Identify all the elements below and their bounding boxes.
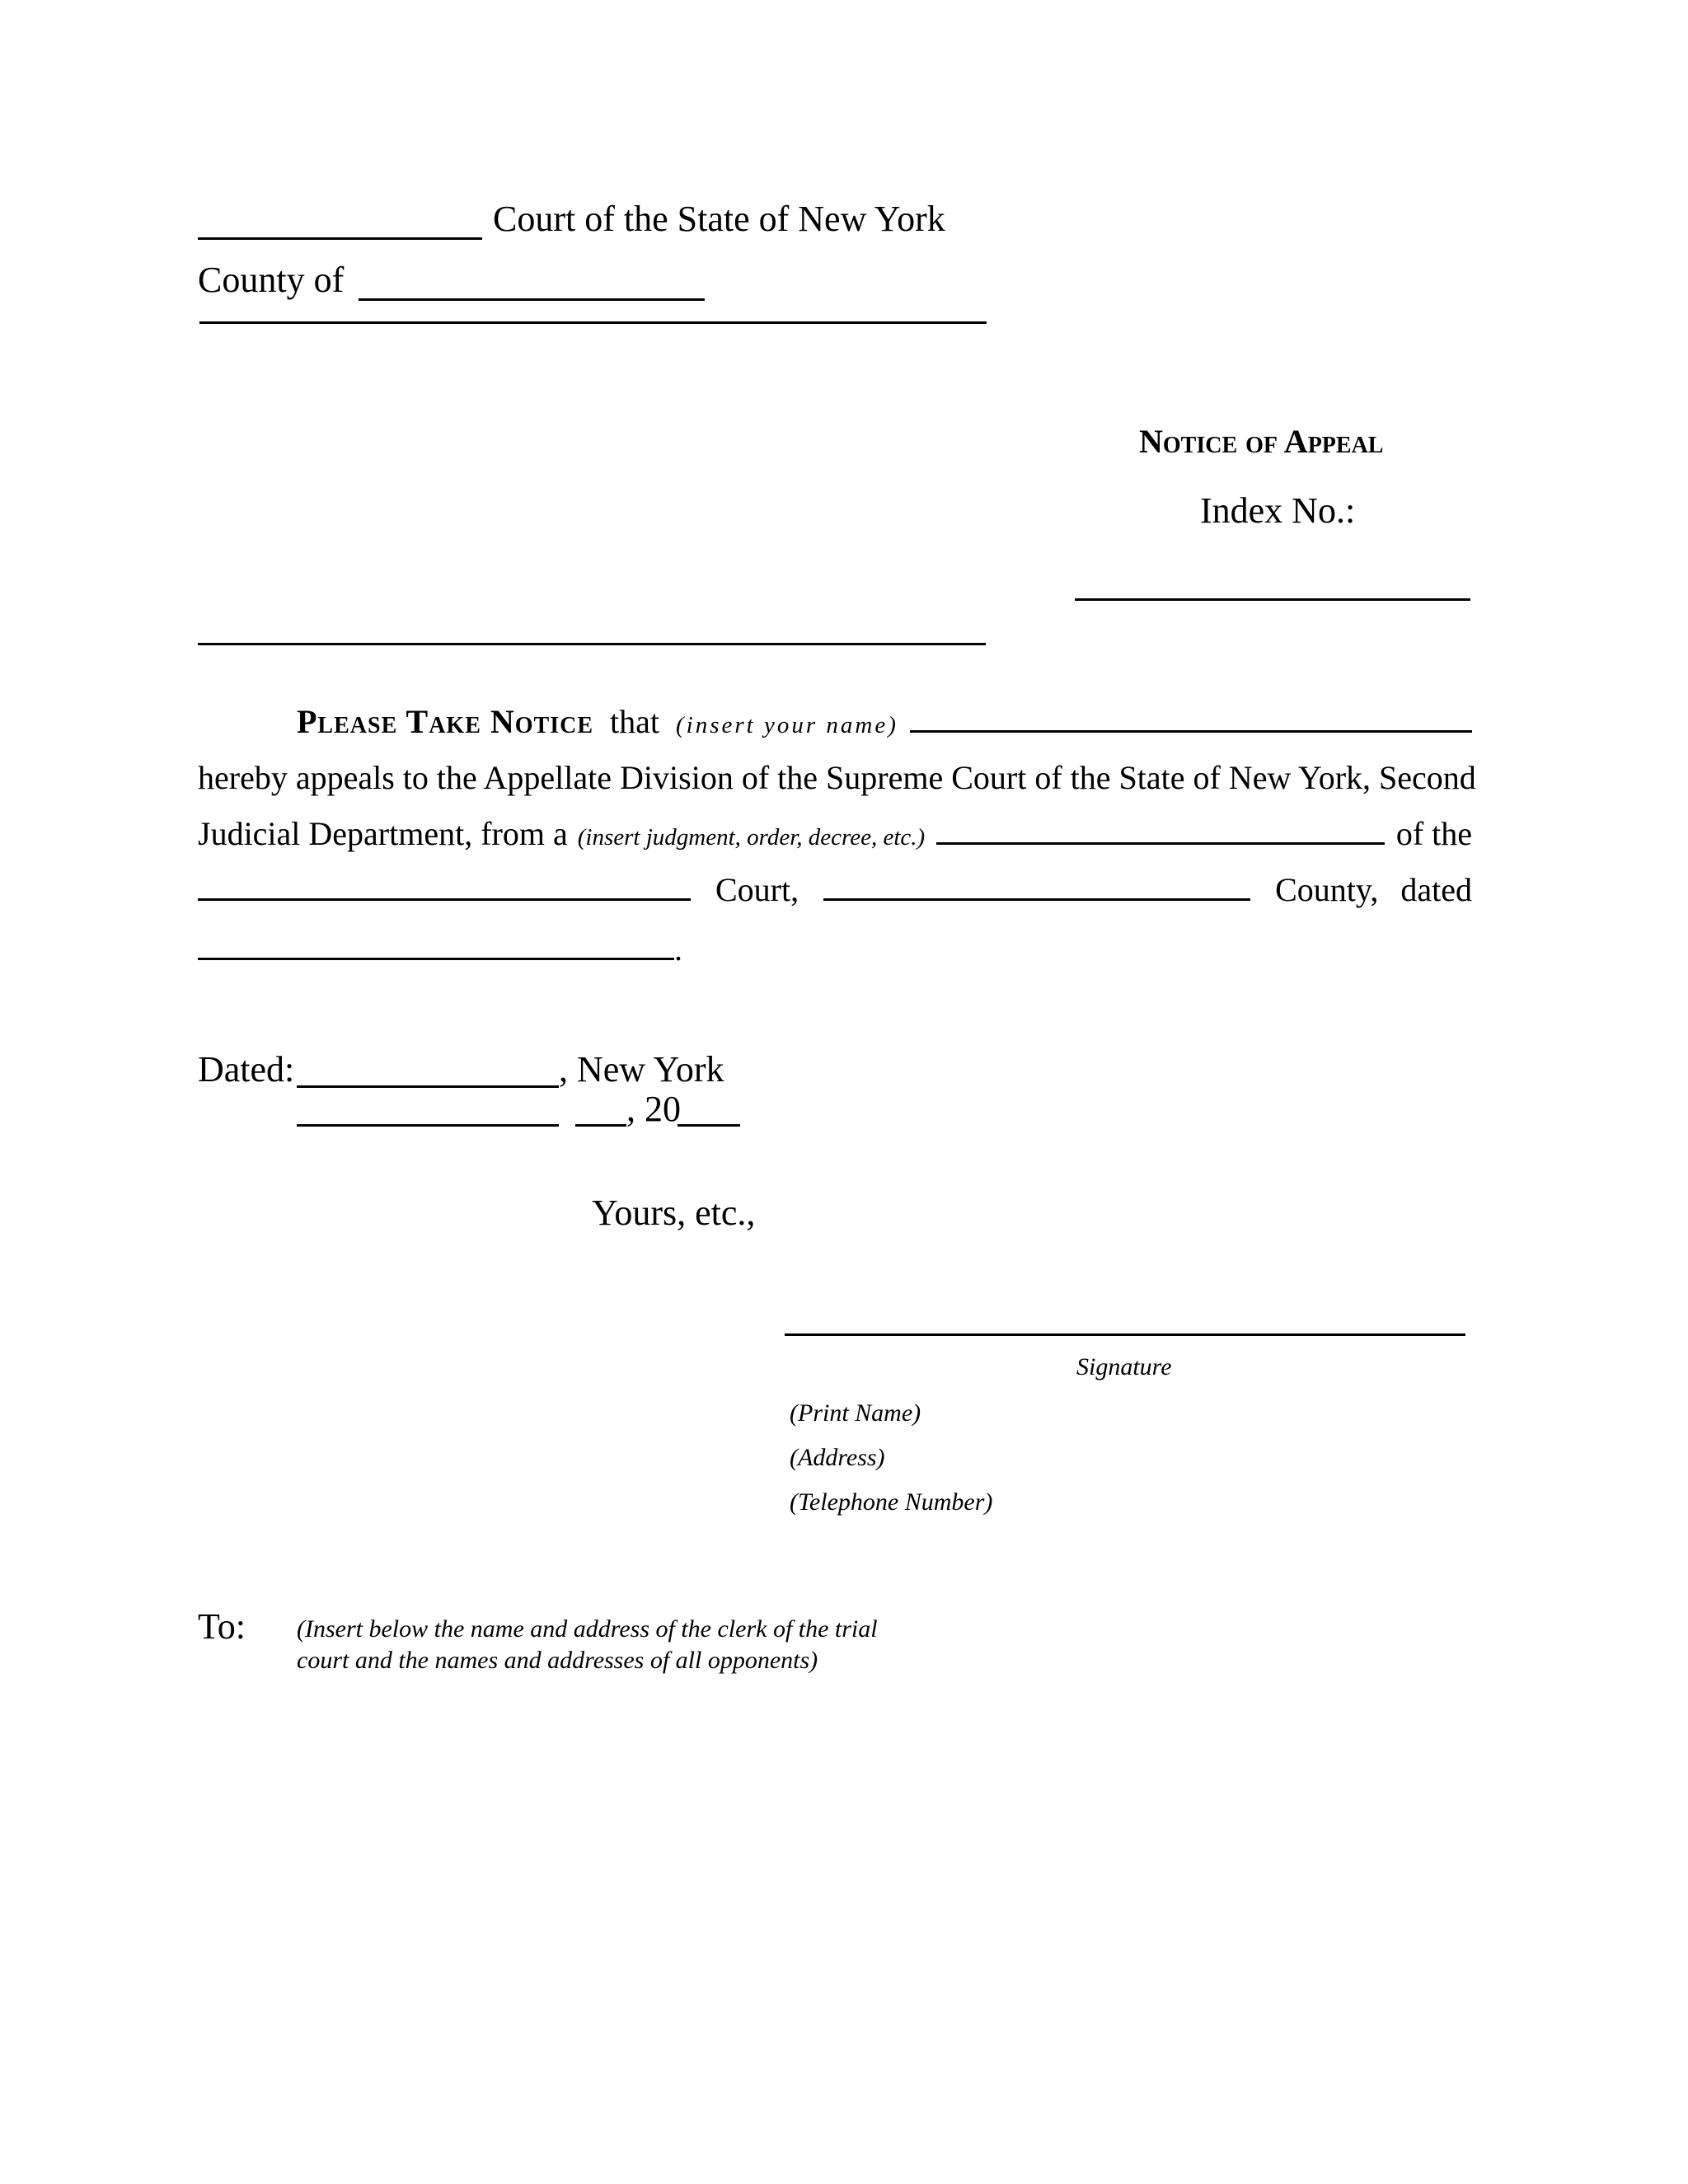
telephone-label: (Telephone Number) xyxy=(790,1488,993,1516)
county-name-blank[interactable] xyxy=(359,298,705,301)
notice-line-1 xyxy=(198,699,1472,745)
print-name-label: (Print Name) xyxy=(790,1399,921,1427)
county-word: County, xyxy=(1275,871,1379,908)
judicial-department-text: Judicial Department, from a xyxy=(198,815,568,852)
that-word: that xyxy=(610,703,660,740)
dated-year-prefix: , 20 xyxy=(626,1089,681,1129)
dated-place: , New York xyxy=(559,1049,724,1090)
dated-month-blank[interactable] xyxy=(297,1124,559,1127)
to-instruction-line-1: (Insert below the name and address of the clerk of the trial xyxy=(297,1615,878,1643)
order-date-blank[interactable] xyxy=(198,930,674,960)
please-take-notice: Please Take Notice xyxy=(297,703,594,740)
insert-name-hint: (insert your name) xyxy=(676,712,898,738)
notice-of-appeal-title: Notice of Appeal xyxy=(1139,423,1384,460)
notice-line-2 xyxy=(198,755,1476,801)
notice-line-4 xyxy=(198,867,1472,913)
appellant-name-blank[interactable] xyxy=(910,702,1472,733)
caption-top-rule xyxy=(199,321,987,324)
dated-year-blank[interactable] xyxy=(678,1124,740,1127)
period: . xyxy=(674,930,682,968)
dated-word: dated xyxy=(1400,871,1472,908)
notice-line-3 xyxy=(198,811,1472,857)
dated-city-blank[interactable] xyxy=(297,1085,559,1088)
signature-label: Signature xyxy=(1076,1353,1172,1380)
yours-etc: Yours, etc., xyxy=(592,1193,756,1233)
trial-court-blank[interactable] xyxy=(198,870,691,901)
to-label: To: xyxy=(198,1606,246,1647)
court-word: Court, xyxy=(715,871,799,908)
county-label: County of xyxy=(198,260,345,300)
dated-day-blank[interactable] xyxy=(575,1124,626,1127)
to-instruction-line-2: court and the names and addresses of all opponents) xyxy=(297,1647,818,1674)
address-label: (Address) xyxy=(790,1444,885,1471)
index-number-blank[interactable] xyxy=(1075,598,1470,601)
caption-bottom-rule xyxy=(198,643,986,645)
court-caption-text: Court of the State of New York xyxy=(493,199,945,239)
index-number-label: Index No.: xyxy=(1200,490,1356,531)
signature-line[interactable] xyxy=(785,1333,1465,1336)
county-blank[interactable] xyxy=(823,870,1250,901)
appeal-statement: hereby appeals to the Appellate Division of the Supreme Court of the State of New York, Second xyxy=(198,759,1476,796)
notice-line-5 xyxy=(198,926,1472,972)
dated-label: Dated: xyxy=(198,1049,295,1090)
judgment-type-blank[interactable] xyxy=(936,814,1385,845)
of-the-text: of the xyxy=(1395,815,1472,852)
insert-judgment-hint: (insert judgment, order, decree, etc.) xyxy=(577,824,926,851)
court-name-blank[interactable] xyxy=(198,237,482,240)
